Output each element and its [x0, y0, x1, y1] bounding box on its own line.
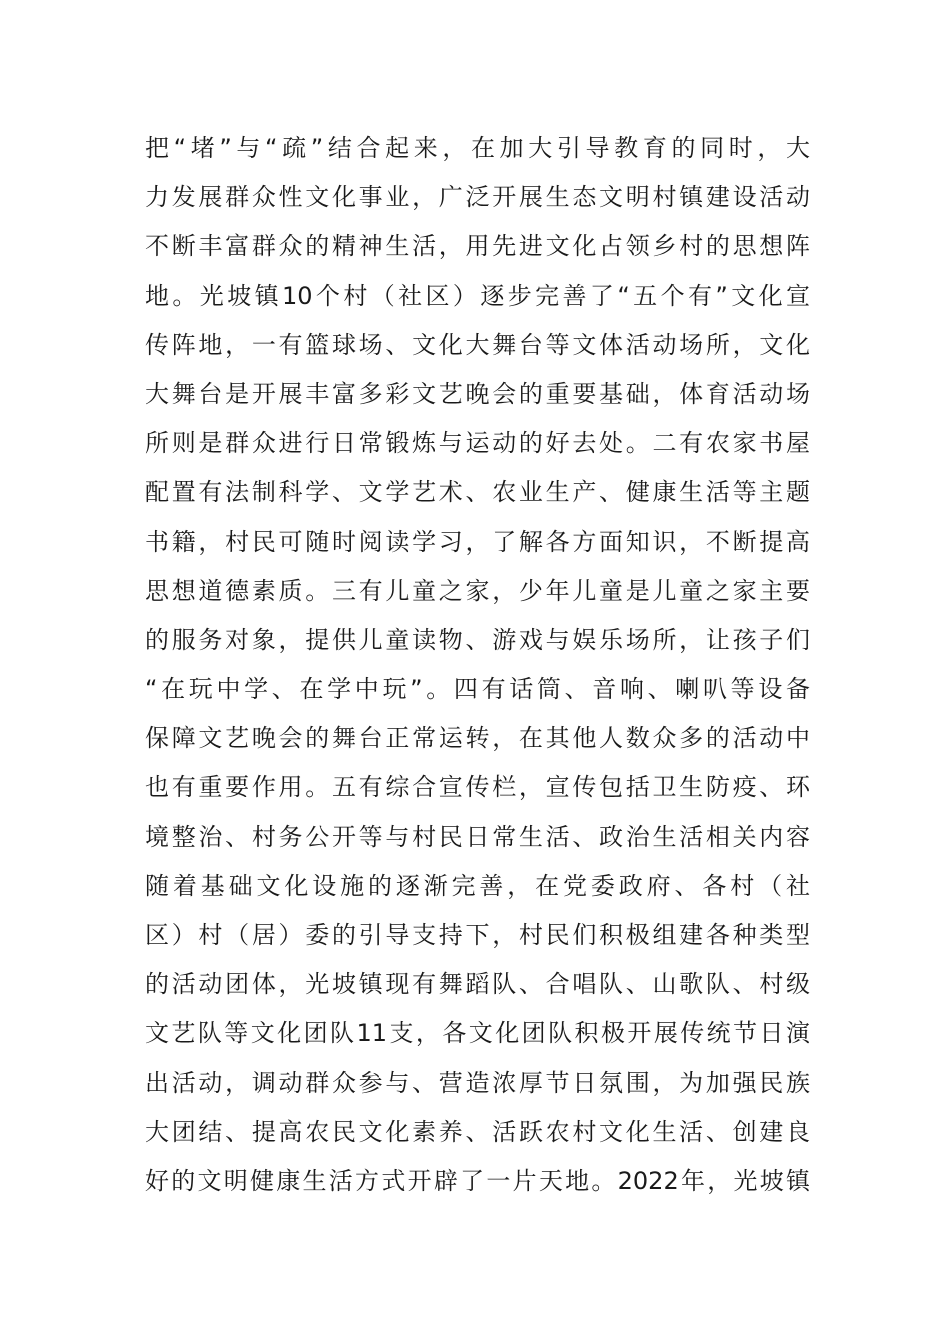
text-line: 好的文明健康生活方式开辟了一片天地。2022年，光坡镇	[145, 1166, 810, 1195]
text-line: 力发展群众性文化事业，广泛开展生态文明村镇建设活动	[145, 183, 810, 212]
text-line: 思想道德素质。三有儿童之家，少年儿童是儿童之家主要	[145, 576, 810, 605]
text-line: 大团结、提高农民文化素养、活跃农村文化生活、创建良	[145, 1117, 810, 1146]
text-line: 把“堵”与“疏”结合起来，在加大引导教育的同时，大	[145, 134, 810, 162]
body-text	[145, 124, 810, 1206]
text-line: 出活动，调动群众参与、营造浓厚节日氛围，为加强民族	[145, 1068, 810, 1097]
text-line: 境整治、村务公开等与村民日常生活、政治生活相关内容	[145, 822, 810, 851]
text-line: “在玩中学、在学中玩”。四有话筒、音响、喇叭等设备	[145, 675, 810, 704]
text-line: 地。光坡镇10个村（社区）逐步完善了“五个有”文化宣	[145, 281, 810, 310]
text-line: 也有重要作用。五有综合宣传栏，宣传包括卫生防疫、环	[145, 773, 810, 802]
text-line: 传阵地，一有篮球场、文化大舞台等文体活动场所，文化	[145, 330, 810, 359]
text-line: 大舞台是开展丰富多彩文艺晚会的重要基础，体育活动场	[145, 379, 810, 408]
text-line: 书籍，村民可随时阅读学习，了解各方面知识，不断提高	[145, 527, 810, 556]
text-line: 配置有法制科学、文学艺术、农业生产、健康生活等主题	[145, 478, 810, 507]
text-line: 随着基础文化设施的逐渐完善，在党委政府、各村（社	[145, 871, 810, 900]
text-line: 文艺队等文化团队11支，各文化团队积极开展传统节日演	[145, 1019, 810, 1048]
text-line: 保障文艺晚会的舞台正常运转，在其他人数众多的活动中	[145, 724, 810, 753]
text-line: 区）村（居）委的引导支持下，村民们积极组建各种类型	[145, 921, 810, 949]
text-line: 所则是群众进行日常锻炼与运动的好去处。二有农家书屋	[145, 429, 810, 458]
text-line: 的活动团体，光坡镇现有舞蹈队、合唱队、山歌队、村级	[145, 970, 810, 999]
text-line: 不断丰富群众的精神生活，用先进文化占领乡村的思想阵	[145, 232, 810, 261]
text-line: 的服务对象，提供儿童读物、游戏与娱乐场所，让孩子们	[145, 625, 810, 654]
